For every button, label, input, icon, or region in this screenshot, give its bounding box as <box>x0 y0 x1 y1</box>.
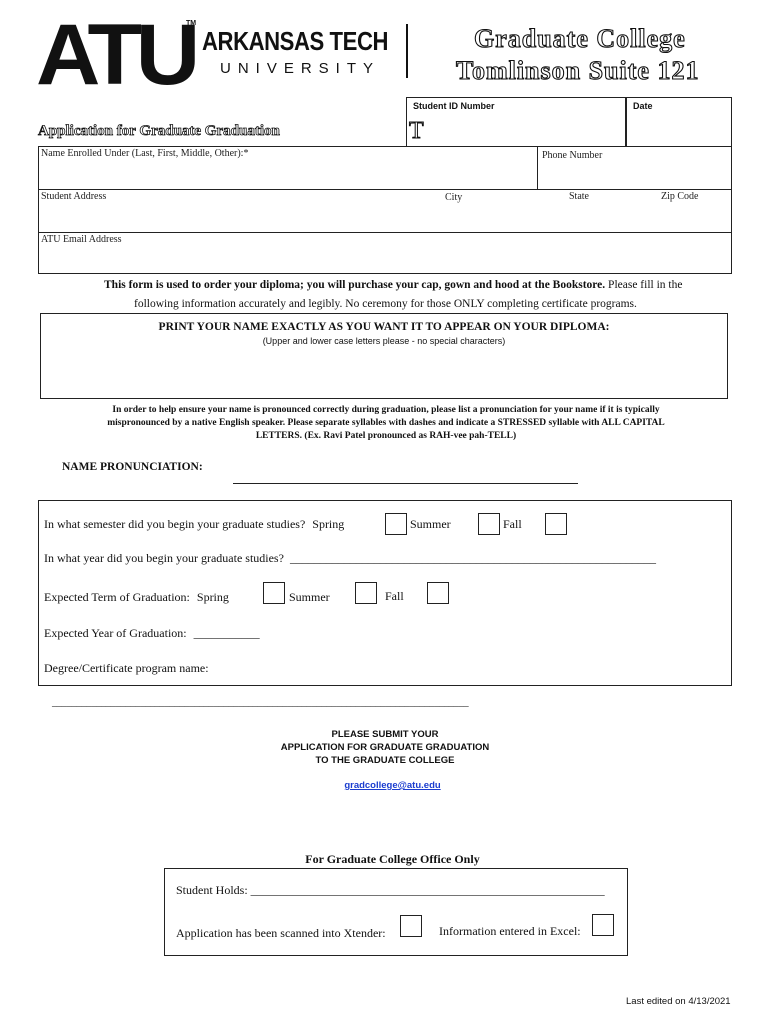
begin-semester-label: In what semester did you begin your graduate studies? <box>44 517 306 531</box>
begin-year-blank: _____________________________________________________________ <box>289 551 656 565</box>
office-title: Graduate College <box>474 24 686 53</box>
name-field[interactable] <box>38 146 538 190</box>
pronunciation-label: NAME PRONUNCIATION: <box>62 461 203 473</box>
expected-term-label: Expected Term of Graduation: <box>44 590 190 604</box>
submit-line-2: APPLICATION FOR GRADUATE GRADUATION <box>280 742 490 753</box>
student-holds-blank: ___________________________________________________________ <box>250 883 605 897</box>
expected-spring-checkbox[interactable] <box>263 582 285 604</box>
pronunciation-input-line[interactable] <box>233 472 578 484</box>
diploma-heading: PRINT YOUR NAME EXACTLY AS YOU WANT IT TO APPEAR ON YOUR DIPLOMA: <box>158 321 610 333</box>
expected-spring-label: Spring <box>196 590 229 604</box>
begin-spring-checkbox[interactable] <box>385 513 407 535</box>
email-field[interactable] <box>38 232 732 274</box>
student-id-label: Student ID Number <box>413 101 495 111</box>
student-holds[interactable] <box>176 883 605 898</box>
date-label: Date <box>633 101 653 111</box>
notice-line-1 <box>104 279 682 291</box>
begin-year-label: In what year did you begin your graduate studies? <box>44 551 284 565</box>
expected-year-question[interactable] <box>44 626 260 641</box>
begin-summer-label: Summer <box>410 517 451 531</box>
program-name-blank[interactable]: _____________________________________________________________________________________ <box>52 697 469 708</box>
begin-spring-label: Spring <box>312 517 345 531</box>
logo-name: ARKANSAS TECH <box>202 26 389 56</box>
address-label: Student Address <box>41 191 107 202</box>
submit-email[interactable]: gradcollege@atu.edu <box>344 780 441 791</box>
zip-label: Zip Code <box>661 191 699 202</box>
begin-semester-question <box>44 517 344 532</box>
expected-year-blank: ___________ <box>193 626 260 640</box>
program-name-label: Degree/Certificate program name: <box>44 661 209 675</box>
name-label: Name Enrolled Under (Last, First, Middle, Other):* <box>41 148 249 159</box>
email-label: ATU Email Address <box>41 234 122 245</box>
notice-rest: Please fill in the <box>608 279 683 291</box>
notice-bold: This form is used to order your diploma; you will purchase your cap, gown and hood at the Bookstore. <box>104 279 606 291</box>
atu-logo-mark-text: ATU <box>36 20 195 86</box>
logo-sub: UNIVERSITY <box>220 60 381 77</box>
expected-fall-label: Fall <box>385 589 404 603</box>
submit-email-link[interactable] <box>0 780 770 791</box>
student-id-field[interactable] <box>406 97 626 147</box>
header-divider <box>406 24 408 78</box>
submit-line-1: PLEASE SUBMIT YOUR <box>331 729 439 740</box>
submit-instructions <box>0 728 770 767</box>
expected-fall-checkbox[interactable] <box>427 582 449 604</box>
phone-field[interactable] <box>537 146 732 190</box>
expected-summer-label: Summer <box>289 590 330 604</box>
submit-line-3: TO THE GRADUATE COLLEGE <box>315 755 455 766</box>
city-label: City <box>445 192 463 203</box>
pronunciation-instructions <box>36 404 736 443</box>
begin-fall-label: Fall <box>503 517 522 531</box>
expected-summer-checkbox[interactable] <box>355 582 377 604</box>
pron-instr-3: LETTERS. (Ex. Ravi Patel pronounced as RAH-vee pah-TELL) <box>255 431 517 441</box>
pron-instr-2: mispronounced by a native English speaker. Please separate syllables with dashes and indicate a STRESSED syllable with ALL CAPITAL <box>107 418 665 428</box>
office-use-title: For Graduate College Office Only <box>305 852 480 866</box>
expected-term-question <box>44 590 229 605</box>
form-title: Application for Graduate Graduation <box>38 123 280 139</box>
notice-line-2: following information accurately and legibly. No ceremony for those ONLY completing certificate programs. <box>134 298 637 310</box>
student-holds-label: Student Holds: <box>176 883 248 897</box>
excel-label: Information entered in Excel: <box>439 924 581 938</box>
atu-logo <box>36 20 396 90</box>
begin-summer-checkbox[interactable] <box>478 513 500 535</box>
atu-logo-mark <box>36 20 196 86</box>
diploma-name-box[interactable] <box>40 313 728 399</box>
office-use-box <box>164 868 628 956</box>
xtender-label: Application has been scanned into Xtender: <box>176 926 386 940</box>
begin-year-question[interactable] <box>44 551 656 566</box>
date-field[interactable] <box>626 97 732 147</box>
address-field[interactable] <box>38 189 732 233</box>
state-label: State <box>569 191 589 202</box>
pron-instr-1: In order to help ensure your name is pronounced correctly during graduation, please list a pronunciation for your name if it is typically <box>112 405 660 415</box>
student-id-prefix: T <box>409 118 424 144</box>
xtender-checkbox[interactable] <box>400 915 422 937</box>
phone-label: Phone Number <box>542 150 603 161</box>
expected-year-label: Expected Year of Graduation: <box>44 626 187 640</box>
office-location: Tomlinson Suite 121 <box>456 56 700 85</box>
excel-checkbox[interactable] <box>592 914 614 936</box>
begin-fall-checkbox[interactable] <box>545 513 567 535</box>
trademark: TM <box>186 20 197 27</box>
diploma-sub: (Upper and lower case letters please - no special characters) <box>262 336 506 346</box>
last-edited: Last edited on 4/13/2021 <box>626 996 731 1007</box>
